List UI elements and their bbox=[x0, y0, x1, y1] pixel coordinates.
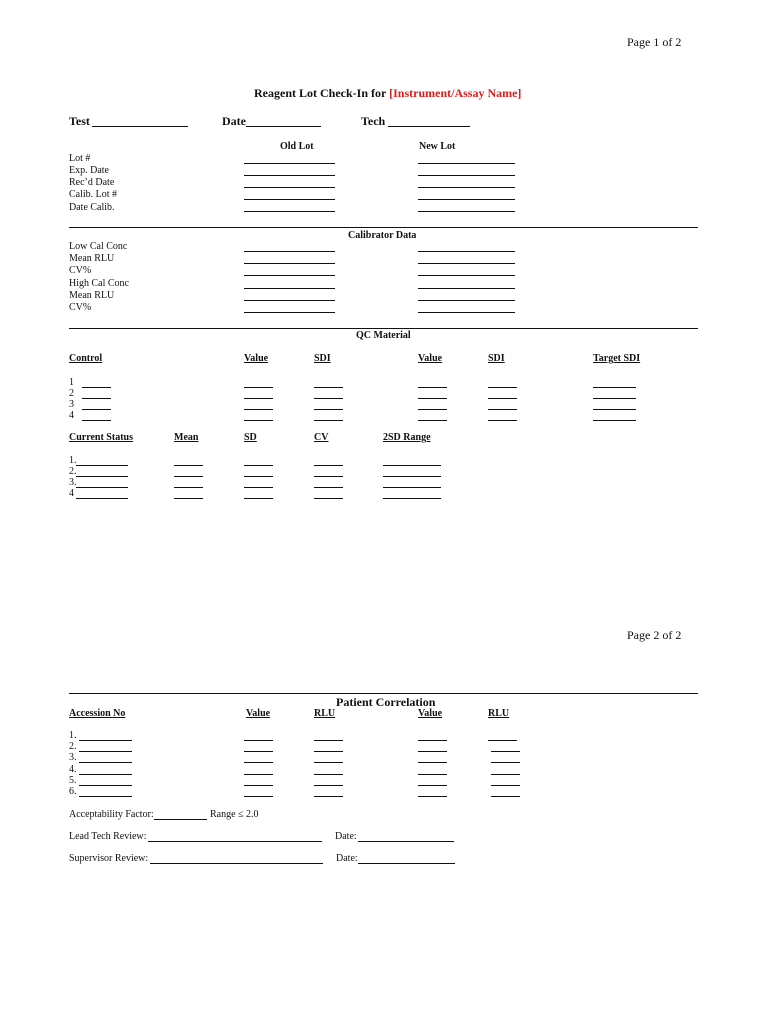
new-lot-field[interactable] bbox=[418, 175, 515, 176]
lot-row-label: Rec’d Date bbox=[69, 177, 115, 188]
old-lot-field[interactable] bbox=[244, 199, 335, 200]
old-lot-heading: Old Lot bbox=[280, 141, 314, 152]
correlation-value-field[interactable] bbox=[244, 751, 273, 752]
lead-tech-review-label: Lead Tech Review: bbox=[69, 831, 147, 842]
correlation-row-number: 4. bbox=[69, 764, 77, 775]
status-cv-field[interactable] bbox=[314, 476, 343, 477]
correlation-rlu-field[interactable] bbox=[314, 785, 343, 786]
accession-field[interactable] bbox=[79, 751, 132, 752]
qc-target-sdi-field[interactable] bbox=[593, 387, 636, 388]
qc-value-field[interactable] bbox=[418, 409, 447, 410]
status-header-sd: SD bbox=[244, 432, 257, 443]
new-lot-field[interactable] bbox=[418, 199, 515, 200]
status-cv-field[interactable] bbox=[314, 487, 343, 488]
old-lot-field[interactable] bbox=[244, 175, 335, 176]
correlation-rlu-field[interactable] bbox=[491, 796, 520, 797]
qc-value-field[interactable] bbox=[418, 398, 447, 399]
correlation-rlu-field[interactable] bbox=[314, 740, 343, 741]
old-lot-field[interactable] bbox=[244, 187, 335, 188]
supervisor-review-date-label: Date: bbox=[336, 853, 358, 864]
tech-label: Tech bbox=[361, 114, 386, 128]
status-header-current: Current Status bbox=[69, 432, 133, 443]
test-field[interactable] bbox=[92, 126, 188, 127]
qc-sdi-field[interactable] bbox=[314, 409, 343, 410]
status-header-mean: Mean bbox=[174, 432, 199, 443]
correlation-rlu-field[interactable] bbox=[491, 751, 520, 752]
calibrator-old-field[interactable] bbox=[244, 263, 335, 264]
qc-sdi-field[interactable] bbox=[314, 398, 343, 399]
correlation-rlu-field[interactable] bbox=[491, 762, 520, 763]
status-row-number: 4 bbox=[69, 488, 74, 499]
correlation-rlu-field[interactable] bbox=[314, 751, 343, 752]
correlation-rlu-field[interactable] bbox=[488, 740, 517, 741]
correlation-value-field[interactable] bbox=[418, 762, 447, 763]
accession-field[interactable] bbox=[79, 785, 132, 786]
correlation-rlu-field[interactable] bbox=[314, 796, 343, 797]
status-sd-field[interactable] bbox=[244, 498, 273, 499]
calibrator-title: Calibrator Data bbox=[348, 230, 417, 241]
correlation-row-number: 5. bbox=[69, 775, 77, 786]
qc-header-sdi: SDI bbox=[314, 353, 331, 364]
calibrator-row-label: Low Cal Conc bbox=[69, 241, 128, 252]
correlation-value-field[interactable] bbox=[244, 785, 273, 786]
status-cv-field[interactable] bbox=[314, 465, 343, 466]
calibrator-new-field[interactable] bbox=[418, 288, 515, 289]
calibrator-new-field[interactable] bbox=[418, 263, 515, 264]
form-title bbox=[254, 87, 521, 99]
correlation-header-rlu: RLU bbox=[488, 708, 510, 719]
status-header-range: 2SD Range bbox=[383, 432, 431, 443]
lead-review-date-field[interactable] bbox=[358, 841, 454, 842]
qc-value-field[interactable] bbox=[418, 420, 447, 421]
status-field[interactable] bbox=[76, 476, 128, 477]
calibrator-new-field[interactable] bbox=[418, 300, 515, 301]
status-mean-field[interactable] bbox=[174, 498, 203, 499]
correlation-header-value: Value bbox=[246, 708, 271, 719]
status-mean-field[interactable] bbox=[174, 487, 203, 488]
status-row-number: 1. bbox=[69, 455, 77, 466]
old-lot-field[interactable] bbox=[244, 163, 335, 164]
correlation-value-field[interactable] bbox=[244, 796, 273, 797]
qc-target-sdi-field[interactable] bbox=[593, 409, 636, 410]
section-divider bbox=[69, 328, 698, 329]
status-range-field[interactable] bbox=[383, 487, 441, 488]
lot-row-label: Lot # bbox=[69, 153, 91, 164]
section-divider bbox=[69, 227, 698, 228]
qc-control-field[interactable] bbox=[82, 420, 111, 421]
qc-sdi-field[interactable] bbox=[314, 420, 343, 421]
correlation-value-field[interactable] bbox=[418, 740, 447, 741]
correlation-rlu-field[interactable] bbox=[491, 785, 520, 786]
qc-sdi-field[interactable] bbox=[488, 387, 517, 388]
correlation-value-field[interactable] bbox=[418, 751, 447, 752]
correlation-rlu-field[interactable] bbox=[314, 762, 343, 763]
qc-sdi-field[interactable] bbox=[488, 420, 517, 421]
correlation-row-number: 6. bbox=[69, 786, 77, 797]
calibrator-row-label: Mean RLU bbox=[69, 290, 115, 301]
qc-row-number: 3 bbox=[69, 399, 74, 410]
correlation-value-field[interactable] bbox=[418, 785, 447, 786]
qc-value-field[interactable] bbox=[244, 387, 273, 388]
new-lot-field[interactable] bbox=[418, 187, 515, 188]
qc-header-control: Control bbox=[69, 353, 103, 364]
tech-field[interactable] bbox=[388, 126, 470, 127]
qc-target-sdi-field[interactable] bbox=[593, 420, 636, 421]
acceptability-label: Acceptability Factor: bbox=[69, 809, 154, 820]
qc-value-field[interactable] bbox=[418, 387, 447, 388]
date-label: Date bbox=[222, 114, 246, 128]
qc-header-value: Value bbox=[418, 353, 443, 364]
correlation-rlu-field[interactable] bbox=[314, 774, 343, 775]
status-cv-field[interactable] bbox=[314, 498, 343, 499]
qc-sdi-field[interactable] bbox=[488, 409, 517, 410]
qc-sdi-field[interactable] bbox=[314, 387, 343, 388]
correlation-row-number: 3. bbox=[69, 752, 77, 763]
status-range-field[interactable] bbox=[383, 465, 441, 466]
qc-row-number: 4 bbox=[69, 410, 74, 421]
status-field[interactable] bbox=[76, 465, 128, 466]
qc-row-number: 2 bbox=[69, 388, 74, 399]
correlation-value-field[interactable] bbox=[418, 774, 447, 775]
page-number-1: Page 1 of 2 bbox=[627, 35, 682, 49]
correlation-value-field[interactable] bbox=[244, 740, 273, 741]
correlation-header-rlu: RLU bbox=[314, 708, 336, 719]
calibrator-old-field[interactable] bbox=[244, 288, 335, 289]
supervisor-review-label: Supervisor Review: bbox=[69, 853, 149, 864]
calibrator-row-label: Mean RLU bbox=[69, 253, 115, 264]
status-mean-field[interactable] bbox=[174, 476, 203, 477]
correlation-value-field[interactable] bbox=[418, 796, 447, 797]
acceptability-field[interactable] bbox=[154, 819, 207, 820]
qc-value-field[interactable] bbox=[244, 398, 273, 399]
correlation-header-value: Value bbox=[418, 708, 443, 719]
old-lot-field[interactable] bbox=[244, 211, 335, 212]
accession-field[interactable] bbox=[79, 740, 132, 741]
calibrator-old-field[interactable] bbox=[244, 275, 335, 276]
patient-correlation-title: Patient Correlation bbox=[336, 695, 436, 709]
supervisor-review-date-field[interactable] bbox=[358, 863, 455, 864]
calibrator-row-label: CV% bbox=[69, 302, 92, 313]
form-title-highlight: [Instrument/Assay Name] bbox=[389, 86, 522, 100]
accession-field[interactable] bbox=[79, 796, 132, 797]
status-range-field[interactable] bbox=[383, 498, 441, 499]
qc-control-field[interactable] bbox=[82, 409, 111, 410]
calibrator-row-label: High Cal Conc bbox=[69, 278, 129, 289]
lot-row-label: Exp. Date bbox=[69, 165, 109, 176]
qc-header-sdi: SDI bbox=[488, 353, 505, 364]
supervisor-review-field[interactable] bbox=[150, 863, 323, 864]
calibrator-row-label: CV% bbox=[69, 265, 92, 276]
test-label: Test bbox=[69, 114, 90, 128]
accession-field[interactable] bbox=[79, 762, 132, 763]
qc-sdi-field[interactable] bbox=[488, 398, 517, 399]
page-number-2: Page 2 of 2 bbox=[627, 628, 682, 642]
correlation-value-field[interactable] bbox=[244, 762, 273, 763]
qc-title: QC Material bbox=[356, 330, 411, 341]
qc-row-number: 1 bbox=[69, 377, 74, 388]
correlation-rlu-field[interactable] bbox=[491, 774, 520, 775]
correlation-row-number: 1. bbox=[69, 730, 77, 741]
lot-row-label: Date Calib. bbox=[69, 202, 115, 213]
correlation-row-number: 2. bbox=[69, 741, 77, 752]
new-lot-field[interactable] bbox=[418, 211, 515, 212]
calibrator-new-field[interactable] bbox=[418, 251, 515, 252]
status-range-field[interactable] bbox=[383, 476, 441, 477]
status-mean-field[interactable] bbox=[174, 465, 203, 466]
accession-field[interactable] bbox=[79, 774, 132, 775]
form-title-prefix: Reagent Lot Check-In for bbox=[254, 86, 390, 100]
new-lot-field[interactable] bbox=[418, 163, 515, 164]
lot-row-label: Calib. Lot # bbox=[69, 189, 118, 200]
calibrator-old-field[interactable] bbox=[244, 312, 335, 313]
calibrator-new-field[interactable] bbox=[418, 275, 515, 276]
new-lot-heading: New Lot bbox=[419, 141, 456, 152]
date-field[interactable] bbox=[246, 126, 321, 127]
status-sd-field[interactable] bbox=[244, 487, 273, 488]
status-header-cv: CV bbox=[314, 432, 329, 443]
qc-value-field[interactable] bbox=[244, 409, 273, 410]
qc-target-sdi-field[interactable] bbox=[593, 398, 636, 399]
correlation-header-accession: Accession No bbox=[69, 708, 126, 719]
status-sd-field[interactable] bbox=[244, 465, 273, 466]
lead-tech-review-field[interactable] bbox=[148, 841, 322, 842]
correlation-value-field[interactable] bbox=[244, 774, 273, 775]
lead-review-date-label: Date: bbox=[335, 831, 357, 842]
calibrator-old-field[interactable] bbox=[244, 251, 335, 252]
status-sd-field[interactable] bbox=[244, 476, 273, 477]
section-divider bbox=[69, 693, 698, 694]
calibrator-new-field[interactable] bbox=[418, 312, 515, 313]
qc-header-value: Value bbox=[244, 353, 269, 364]
status-field[interactable] bbox=[76, 498, 128, 499]
range-label: Range ≤ 2.0 bbox=[210, 809, 259, 820]
qc-control-field[interactable] bbox=[82, 398, 111, 399]
qc-control-field[interactable] bbox=[82, 387, 111, 388]
qc-header-target-sdi: Target SDI bbox=[593, 353, 641, 364]
status-row-number: 2. bbox=[69, 466, 77, 477]
qc-value-field[interactable] bbox=[244, 420, 273, 421]
calibrator-old-field[interactable] bbox=[244, 300, 335, 301]
status-field[interactable] bbox=[76, 487, 128, 488]
status-row-number: 3. bbox=[69, 477, 77, 488]
